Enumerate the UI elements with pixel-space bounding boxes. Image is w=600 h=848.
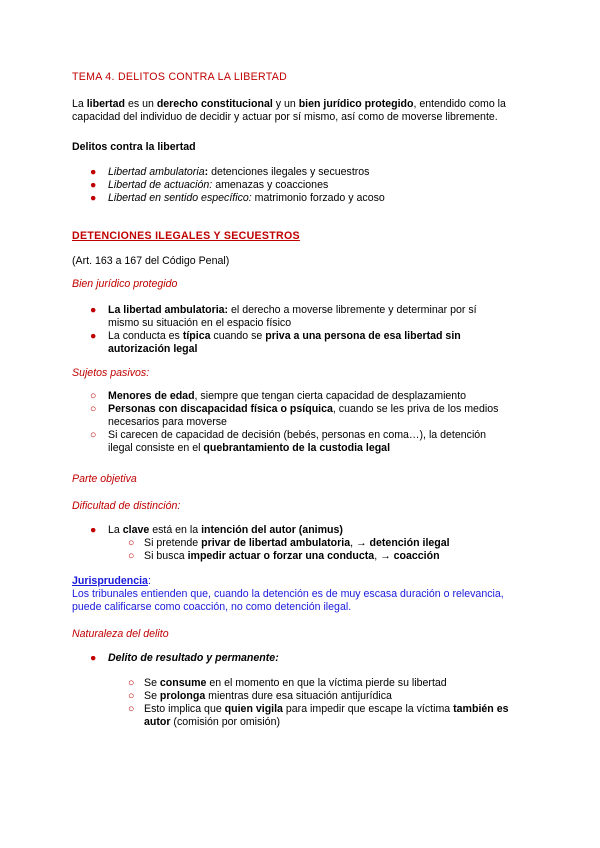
delitos-term: Libertad en sentido específico: (108, 192, 252, 204)
delitos-rest: amenazas y coacciones (212, 179, 329, 191)
naturaleza-text: (comisión por omisión) (170, 716, 280, 728)
naturaleza-sub-3 (144, 703, 508, 716)
bien-text: cuando se (210, 330, 266, 342)
intro-bold: bien jurídico protegido (298, 98, 414, 110)
clave-text: está en la (149, 524, 202, 536)
bullet-disc-icon: ● (90, 179, 97, 191)
bullet-disc-icon: ● (90, 192, 97, 204)
bullet-circle-icon: ○ (128, 690, 135, 702)
delitos-sep: : (204, 166, 209, 178)
bien-item-1-line-2: mismo su situación en el espacio físico (108, 317, 292, 329)
naturaleza-heading: Naturaleza del delito (72, 628, 169, 640)
clave-bold: coacción (393, 550, 440, 562)
jurisprudencia-heading (72, 575, 151, 588)
naturaleza-text: Se (144, 690, 160, 702)
bien-bold: típica (182, 330, 211, 342)
intro-bold: derecho constitucional (156, 98, 273, 110)
delitos-heading: Delitos contra la libertad (72, 141, 196, 153)
delitos-item-1 (108, 166, 369, 179)
clave-text: , → (374, 550, 394, 562)
bullet-circle-icon: ○ (90, 403, 97, 415)
naturaleza-text: en el momento en que la víctima pierde su libertad (206, 677, 447, 689)
naturaleza-text: para impedir que escape la víctima (282, 703, 454, 715)
intro-bold: libertad (86, 98, 125, 110)
bullet-circle-icon: ○ (90, 390, 97, 402)
clave-bold: clave (122, 524, 150, 536)
delitos-rest: matrimonio forzado y acoso (251, 192, 385, 204)
intro-text: , entendido como la (413, 98, 506, 110)
intro-text: La (72, 98, 87, 110)
bullet-disc-icon: ● (90, 304, 97, 316)
clave-sub-2 (144, 550, 440, 563)
doc-title: TEMA 4. DELITOS CONTRA LA LIBERTAD (72, 71, 288, 83)
sujetos-pasivos-heading: Sujetos pasivos: (72, 367, 150, 379)
dificultad-heading: Dificultad de distinción: (72, 500, 181, 512)
bien-bold: priva a una persona de esa libertad sin (265, 330, 461, 342)
clave-bold: intención del autor (animus) (201, 524, 343, 536)
sujetos-bold: quebrantamiento de la custodia legal (203, 442, 391, 454)
naturaleza-bold: quien vigila (224, 703, 283, 715)
clave-text: Si busca (144, 550, 188, 562)
naturaleza-text: Esto implica que (144, 703, 225, 715)
naturaleza-sub-2 (144, 690, 392, 703)
sujetos-item-1 (108, 390, 466, 403)
sujetos-bold: Menores de edad (108, 390, 195, 402)
delitos-term: Libertad de actuación: (108, 179, 213, 191)
clave-text: La (108, 524, 123, 536)
clave-sub-1 (144, 537, 450, 550)
intro-text: es un (125, 98, 157, 110)
naturaleza-sub-3-line-2 (144, 716, 280, 729)
jurisprudencia-label: Jurisprudencia (72, 575, 148, 587)
delitos-term: Libertad ambulatoria (108, 166, 205, 178)
bien-item-1 (108, 304, 477, 317)
bien-text: La conducta es (108, 330, 183, 342)
naturaleza-bold: también es (453, 703, 509, 715)
bullet-disc-icon: ● (90, 330, 97, 342)
bien-text: el derecho a moverse libremente y determinar por sí (228, 304, 477, 316)
clave-text: , → (350, 537, 370, 549)
clave-bold: detención ilegal (369, 537, 450, 549)
bien-item-2 (108, 330, 461, 343)
delitos-rest: detenciones ilegales y secuestros (208, 166, 370, 178)
naturaleza-bold: autor (144, 716, 171, 728)
bien-item-2-line-2: autorización legal (108, 343, 198, 355)
naturaleza-text: mientras dure esa situación antijurídica (205, 690, 392, 702)
section-title-detenciones: DETENCIONES ILEGALES Y SECUESTROS (72, 230, 300, 242)
clave-bold: privar de libertad ambulatoria (201, 537, 351, 549)
bullet-circle-icon: ○ (128, 677, 135, 689)
sujetos-text: , siempre que tengan cierta capacidad de desplazamiento (194, 390, 467, 402)
bullet-circle-icon: ○ (128, 703, 135, 715)
bullet-disc-icon: ● (90, 524, 97, 536)
jurisprudencia-colon: : (147, 575, 151, 587)
jurisprudencia-line-2: puede calificarse como coacción, no como detención ilegal. (72, 601, 352, 613)
clave-bold: impedir actuar o forzar una conducta (187, 550, 375, 562)
bullet-circle-icon: ○ (90, 429, 97, 441)
articles-reference: (Art. 163 a 167 del Código Penal) (72, 255, 230, 267)
delitos-item-3 (108, 192, 385, 205)
jurisprudencia-line-1: Los tribunales entienden que, cuando la detención es de muy escasa duración o relevancia, (72, 588, 504, 600)
naturaleza-bold: consume (159, 677, 207, 689)
sujetos-item-2-line-2: necesarios para moverse (108, 416, 227, 428)
clave-text: Si pretende (144, 537, 202, 549)
parte-objetiva-heading: Parte objetiva (72, 473, 137, 485)
delitos-item-2 (108, 179, 328, 192)
intro-line-2: capacidad del individuo de decidir y actuar por sí mismo, así como de moverse libremente. (72, 111, 498, 123)
sujetos-text: , cuando se les priva de los medios (332, 403, 499, 415)
bullet-disc-icon: ● (90, 166, 97, 178)
clave-item (108, 524, 343, 537)
bullet-circle-icon: ○ (128, 550, 135, 562)
sujetos-item-2 (108, 403, 498, 416)
naturaleza-text: Se (144, 677, 160, 689)
sujetos-bold: Personas con discapacidad física o psíquica (108, 403, 333, 415)
sujetos-item-3-line-2 (108, 442, 390, 455)
sujetos-text: ilegal consiste en el (108, 442, 204, 454)
naturaleza-sub-1 (144, 677, 447, 690)
naturaleza-bold: prolonga (159, 690, 206, 702)
naturaleza-item: Delito de resultado y permanente: (108, 652, 279, 664)
bien-juridico-heading: Bien jurídico protegido (72, 278, 178, 290)
intro-line-1 (72, 98, 506, 111)
bien-bold: La libertad ambulatoria: (108, 304, 229, 316)
bullet-circle-icon: ○ (128, 537, 135, 549)
bullet-disc-icon: ● (90, 652, 97, 664)
sujetos-item-3: Si carecen de capacidad de decisión (bebés, personas en coma…), la detención (108, 429, 487, 441)
intro-text: y un (272, 98, 299, 110)
